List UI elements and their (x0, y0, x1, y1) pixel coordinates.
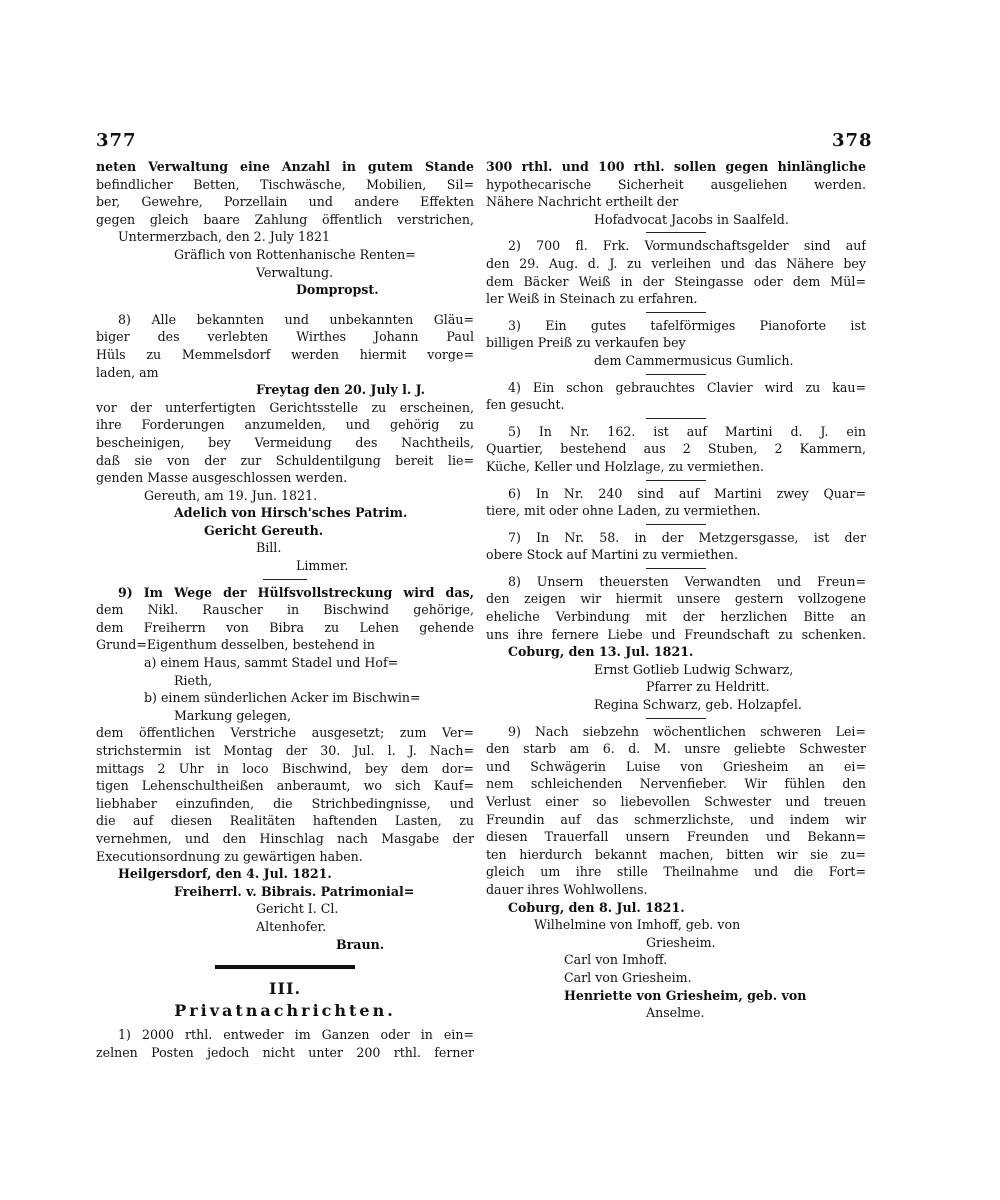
text-line: ihre Forderungen anzumelden, und gehörig zu (96, 417, 474, 433)
signature-line: Braun. (336, 936, 385, 952)
separator-rule (646, 568, 706, 570)
list-item: a) einem Haus, sammt Stadel und Hof= (144, 655, 399, 671)
text-line: Küche, Keller und Holzlage, zu vermiethen. (486, 458, 764, 474)
signature-line: Anselme. (646, 1005, 705, 1021)
signature-line: Henriette von Griesheim, geb. von (564, 987, 807, 1003)
text-line: und Schwägerin Luise von Griesheim an ei= (486, 758, 866, 774)
place-date: Coburg, den 8. Jul. 1821. (508, 899, 685, 915)
signature-line: Carl von Imhoff. (564, 952, 668, 968)
section-number: III. (268, 979, 302, 999)
signature-line: Gericht Gereuth. (204, 522, 324, 538)
signature-line: Limmer. (296, 558, 349, 574)
text-line: den 29. Aug. d. J. zu verleihen und das Nähere bey (486, 255, 866, 271)
left-column (96, 158, 474, 1061)
separator-rule (646, 480, 706, 482)
text-line: Hüls zu Memmelsdorf werden hiermit vorge= (96, 346, 474, 362)
text-line: befindlicher Betten, Tischwäsche, Mobilien, Sil= (96, 176, 474, 192)
signature-line: Wilhelmine von Imhoff, geb. von (534, 917, 741, 933)
text-line: nem schleichenden Nervenfieber. Wir fühlen den (486, 776, 866, 792)
separator-rule (646, 374, 706, 376)
private-notice-6 (486, 485, 866, 520)
signature-line: Regina Schwarz, geb. Holzapfel. (594, 697, 802, 713)
notice-8 (96, 311, 474, 575)
text-line: 4) Ein schon gebrauchtes Clavier wird zu kau= (508, 379, 866, 395)
text-line: uns ihre fernere Liebe und Freundschaft zu schenken. (486, 626, 866, 642)
text-line: tiere, mit oder ohne Laden, zu vermiethen. (486, 503, 761, 519)
signature-line: Bill. (256, 540, 282, 556)
text-line: Freundin auf das schmerzlichste, und indem wir (486, 811, 866, 827)
text-line: eheliche Verbindung mit der herzlichen Bitte an (486, 609, 866, 625)
text-line: vor der unterfertigten Gerichtsstelle zu erscheinen, (96, 399, 474, 415)
private-notice-8 (486, 573, 866, 714)
signature-line: Adelich von Hirsch'sches Patrim. (174, 505, 408, 521)
text-line: den zeigen wir hiermit unsere gestern vollzogene (486, 591, 866, 607)
text-line: 9) Im Wege der Hülfsvollstreckung wird das, (118, 584, 474, 600)
signature-line: Ernst Gotlieb Ludwig Schwarz, (594, 661, 794, 677)
signature-line: dem Cammermusicus Gumlich. (594, 352, 794, 368)
text-line: hypothecarische Sicherheit ausgeliehen werden. (486, 176, 866, 192)
text-line: ler Weiß in Steinach zu erfahren. (486, 291, 698, 307)
signature-line: Pfarrer zu Heldritt. (646, 679, 770, 695)
section-rule (215, 965, 355, 970)
text-line: 5) In Nr. 162. ist auf Martini d. J. ein (508, 423, 866, 439)
text-line: 8) Unsern theuersten Verwandten und Freun= (508, 573, 866, 589)
notice-9 (96, 584, 474, 953)
text-line: 2) 700 fl. Frk. Vormundschaftsgelder sind auf (508, 238, 866, 254)
text-line: zelnen Posten jedoch nicht unter 200 rthl. ferner (96, 1044, 474, 1060)
text-line: Nähere Nachricht ertheilt der (486, 194, 679, 210)
signature-line: Freiherrl. v. Bibrais. Patrimonial= (174, 883, 415, 899)
signature-line: Carl von Griesheim. (564, 969, 692, 985)
private-notice-1-continuation (486, 158, 866, 228)
text-line: dauer ihres Wohlwollens. (486, 881, 648, 897)
text-line: Executionsordnung zu gewärtigen haben. (96, 848, 363, 864)
text-line: laden, am (96, 364, 159, 380)
text-line: gegen gleich baare Zahlung öffentlich verstrichen, (96, 211, 474, 227)
separator-rule (646, 718, 706, 720)
text-line: liebhaber einzufinden, die Strichbedingnisse, und (96, 795, 474, 811)
text-line: mittags 2 Uhr in loco Bischwind, bey dem dor= (96, 760, 474, 776)
text-line: bescheinigen, bey Vermeidung des Nachtheils, (96, 434, 474, 450)
text-line: biger des verlebten Wirthes Johann Paul (96, 329, 474, 345)
signature-line: Gräflich von Rottenhanische Renten= (174, 246, 416, 262)
text-line: Verlust einer so liebevollen Schwester und treuen (486, 794, 866, 809)
place-date: Coburg, den 13. Jul. 1821. (508, 644, 694, 660)
notice-7-continuation (96, 158, 474, 299)
signature-line: Dompropst. (296, 282, 379, 298)
date-line: Freytag den 20. July l. J. (256, 382, 426, 398)
text-line: diesen Trauerfall unsern Freunden und Bekann= (486, 829, 866, 845)
text-line: ten hierdurch bekannt machen, bitten wir sie zu= (486, 846, 866, 862)
text-line: dem öffentlichen Verstriche ausgesetzt; zum Ver= (96, 725, 474, 741)
text-line: tigen Lehenschultheißen anberaumt, wo sich Kauf= (96, 778, 474, 794)
private-notice-9 (486, 723, 866, 1022)
text-line: gleich um ihre stille Theilnahme und die Fort= (486, 864, 866, 880)
text-line: 3) Ein gutes tafelförmiges Pianoforte ist (508, 317, 866, 333)
list-item: b) einem sünderlichen Acker im Bischwin= (144, 690, 421, 706)
text-line: 300 rthl. und 100 rthl. sollen gegen hinlängliche (486, 159, 866, 174)
text-line: den starb am 6. d. M. unsre geliebte Schwester (486, 741, 866, 757)
text-line: 9) Nach siebzehn wöchentlichen schweren Lei= (508, 723, 866, 739)
private-notice-2 (486, 237, 866, 307)
section-title: Privatnachrichten. (174, 1001, 396, 1021)
signature-line: Gericht I. Cl. (256, 901, 339, 917)
place-date: Untermerzbach, den 2. July 1821 (118, 229, 331, 245)
text-line: 1) 2000 rthl. entweder im Ganzen oder in ein= (118, 1027, 474, 1043)
text-line: Quartier, bestehend aus 2 Stuben, 2 Kammern, (486, 441, 866, 457)
text-line: vernehmen, und den Hinschlag nach Masgabe der (96, 830, 474, 846)
signature-line: Griesheim. (646, 934, 716, 950)
text-line: dem Nikl. Rauscher in Bischwind gehörige, (96, 602, 474, 618)
private-notice-4 (486, 379, 866, 414)
text-line: dem Freiherrn von Bibra zu Lehen gehende (96, 619, 474, 635)
text-line: genden Masse ausgeschlossen werden. (96, 470, 348, 486)
separator-rule (646, 232, 706, 234)
signature-line: Altenhofer. (256, 918, 327, 934)
separator-rule (263, 579, 307, 581)
text-line: obere Stock auf Martini zu vermiethen. (486, 547, 738, 563)
text-line: ber, Gewehre, Porzellain und andere Effekten (96, 194, 474, 210)
text-line: 7) In Nr. 58. in der Metzgersgasse, ist der (508, 529, 866, 545)
private-notice-7 (486, 529, 866, 564)
private-notice-1 (96, 1026, 474, 1061)
text-line: 6) In Nr. 240 sind auf Martini zwey Quar= (508, 485, 866, 501)
text-line: fen gesucht. (486, 397, 565, 413)
separator-rule (646, 418, 706, 420)
text-line: die auf diesen Realitäten haftenden Lasten, zu (96, 813, 474, 829)
right-column (486, 158, 866, 1022)
list-item: Rieth, (174, 672, 213, 688)
text-line: 8) Alle bekannten und unbekannten Gläu= (118, 311, 474, 327)
page-number-left: 377 (96, 130, 137, 151)
text-line: Grund=Eigenthum desselben, bestehend in (96, 637, 375, 653)
page-number-right: 378 (832, 130, 873, 151)
signature-line: Hofadvocat Jacobs in Saalfeld. (594, 211, 789, 227)
text-line: dem Bäcker Weiß in der Steingasse oder dem Mül= (486, 273, 866, 289)
text-line: neten Verwaltung eine Anzahl in gutem Stande (96, 159, 474, 174)
separator-rule (646, 524, 706, 526)
private-notice-3 (486, 317, 866, 370)
text-line: daß sie von der zur Schuldentilgung bereit lie= (96, 452, 474, 468)
signature-line: Verwaltung. (256, 264, 334, 280)
text-line: billigen Preiß zu verkaufen bey (486, 335, 686, 351)
text-line: strichstermin ist Montag der 30. Jul. l. J. Nach= (96, 743, 474, 758)
place-date: Gereuth, am 19. Jun. 1821. (144, 487, 318, 503)
separator-rule (646, 312, 706, 314)
private-notice-5 (486, 423, 866, 476)
list-item: Markung gelegen, (174, 707, 291, 723)
place-date: Heilgersdorf, den 4. Jul. 1821. (118, 866, 332, 882)
